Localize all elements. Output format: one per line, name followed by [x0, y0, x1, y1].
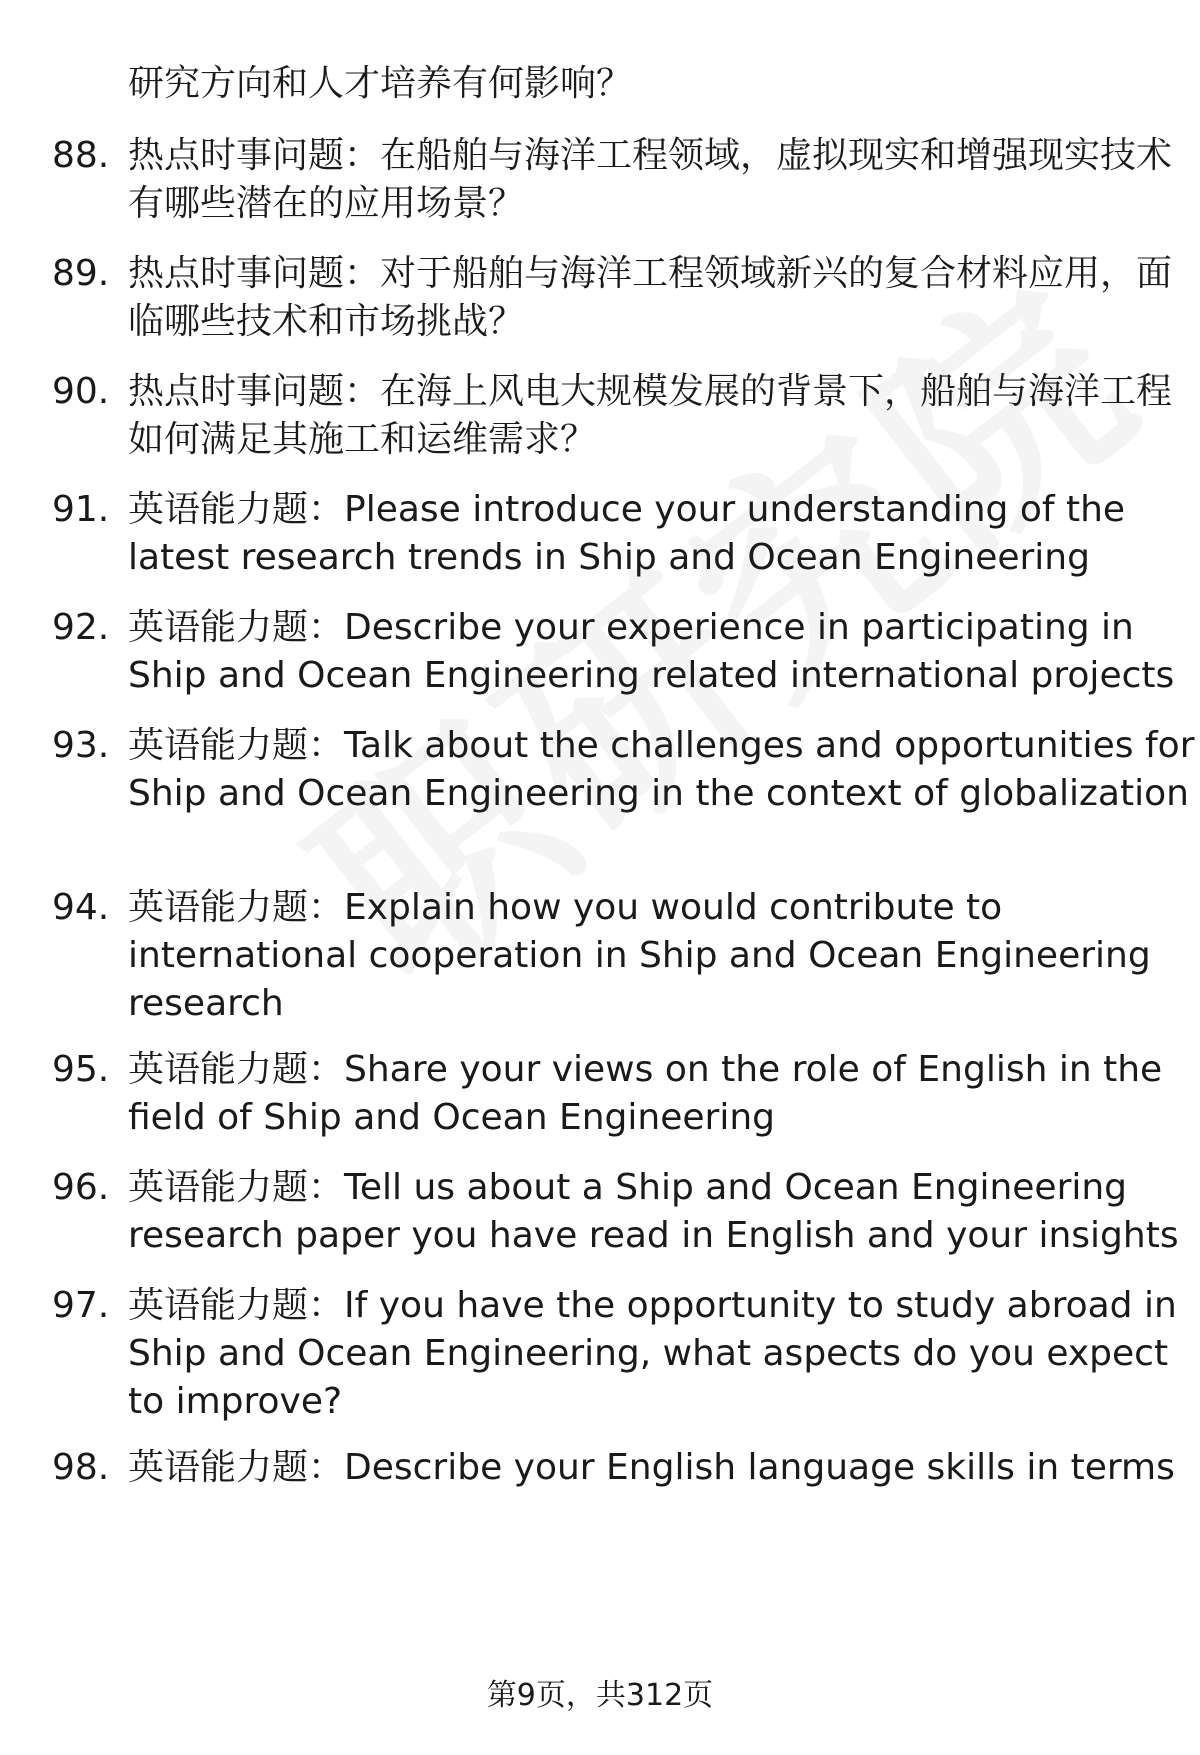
- question-number: 98.: [52, 1447, 110, 1488]
- question-text: 热点时事问题：在海上风电大规模发展的背景下，船舶与海洋工程如何满足其施工和运维需求？: [128, 371, 1173, 460]
- question-number: 97.: [52, 1285, 110, 1326]
- page-number-footer: 第9页，共312页: [486, 1678, 714, 1713]
- question-number: 92.: [52, 607, 110, 648]
- question-text: 英语能力题：Please introduce your understanding of the latest research trends in Ship and Ocean Engineering: [128, 489, 1126, 578]
- question-text: 英语能力题：If you have the opportunity to study abroad in Ship and Ocean Engineering, what aspects do you expect to improve?: [128, 1285, 1177, 1422]
- question-text: 英语能力题：Tell us about a Ship and Ocean Engineering research paper you have read in English and your insights: [128, 1167, 1179, 1256]
- question-text: 英语能力题：Describe your English language skills in terms: [128, 1447, 1175, 1488]
- question-number: 94.: [52, 887, 110, 928]
- continued-question-text: 研究方向和人才培养有何影响？: [128, 63, 633, 104]
- question-text: 英语能力题：Describe your experience in participating in Ship and Ocean Engineering related international projects: [128, 607, 1175, 696]
- question-number: 88.: [52, 135, 110, 176]
- question-number: 96.: [52, 1167, 110, 1208]
- question-text: 英语能力题：Explain how you would contribute to international cooperation in Ship and Ocean Engineering research: [128, 887, 1151, 1024]
- question-number: 89.: [52, 253, 110, 294]
- question-number: 93.: [52, 725, 110, 766]
- question-number: 91.: [52, 489, 110, 530]
- question-text: 热点时事问题：对于船舶与海洋工程领域新兴的复合材料应用，面临哪些技术和市场挑战？: [128, 253, 1173, 342]
- question-text: 英语能力题：Talk about the challenges and opportunities for Ship and Ocean Engineering in the context of globalization: [128, 725, 1195, 814]
- question-number: 95.: [52, 1049, 110, 1090]
- question-text: 英语能力题：Share your views on the role of English in the field of Ship and Ocean Engineering: [128, 1049, 1163, 1138]
- question-text: 热点时事问题：在船舶与海洋工程领域，虚拟现实和增强现实技术有哪些潜在的应用场景？: [128, 135, 1173, 224]
- question-number: 90.: [52, 371, 110, 412]
